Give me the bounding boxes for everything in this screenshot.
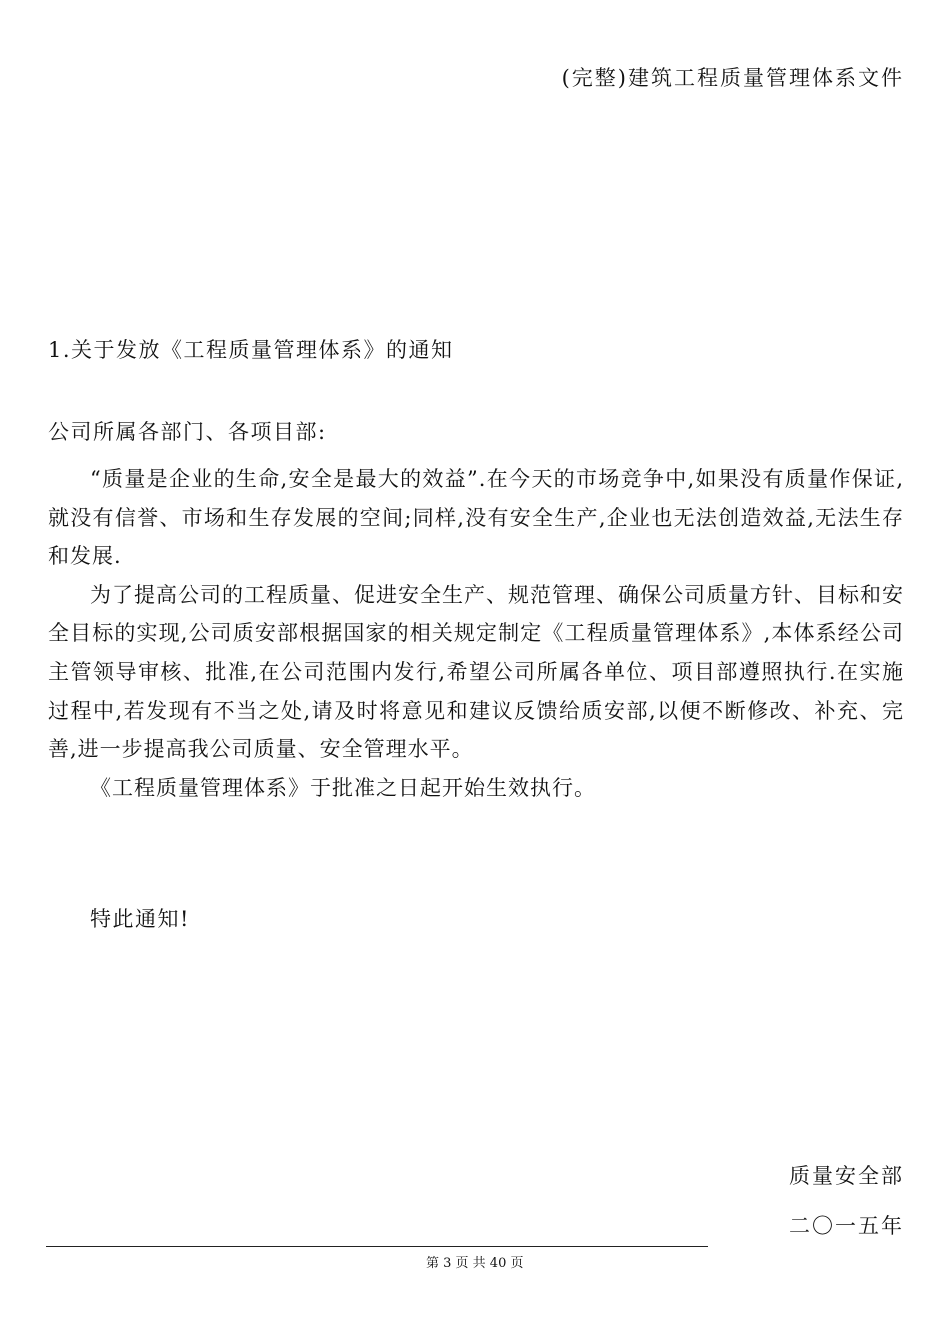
letter-closing: 特此通知! [90,907,190,931]
paragraph-effective-date: 《工程质量管理体系》于批准之日起开始生效执行。 [90,775,596,800]
signature-date: 二〇一五年 [789,1214,904,1238]
footer-divider [46,1246,708,1247]
paragraph-quality-motto: “质量是企业的生命,安全是最大的效益”.在今天的市场竞争中,如果没有质量作保证,就没有信誉、市场和生存发展的空间;同样,没有安全生产,企业也无法创造效益,无法生存和发展. [48,467,904,569]
section-heading: 1.关于发放《工程质量管理体系》的通知 [48,338,454,362]
document-title-header: (完整)建筑工程质量管理体系文件 [561,66,904,90]
letter-body [48,460,904,807]
page-number-footer: 第 3 页 共 40 页 [426,1256,524,1271]
paragraph-system-purpose: 为了提高公司的工程质量、促进安全生产、规范管理、确保公司质量方针、目标和安全目标的实现,公司质安部根据国家的相关规定制定《工程质量管理体系》,本体系经公司主管领导审核、批准,在公司范围内发行,希望公司所属各单位、项目部遵照执行.在实施过程中,若发现有不当之处,请及时将意见和建议反馈给质安部,以便不断修改、补充、完善,进一步提高我公司质量、安全管理水平。 [48,582,904,762]
signature-department: 质量安全部 [789,1164,904,1188]
letter-salutation: 公司所属各部门、各项目部: [48,420,327,444]
